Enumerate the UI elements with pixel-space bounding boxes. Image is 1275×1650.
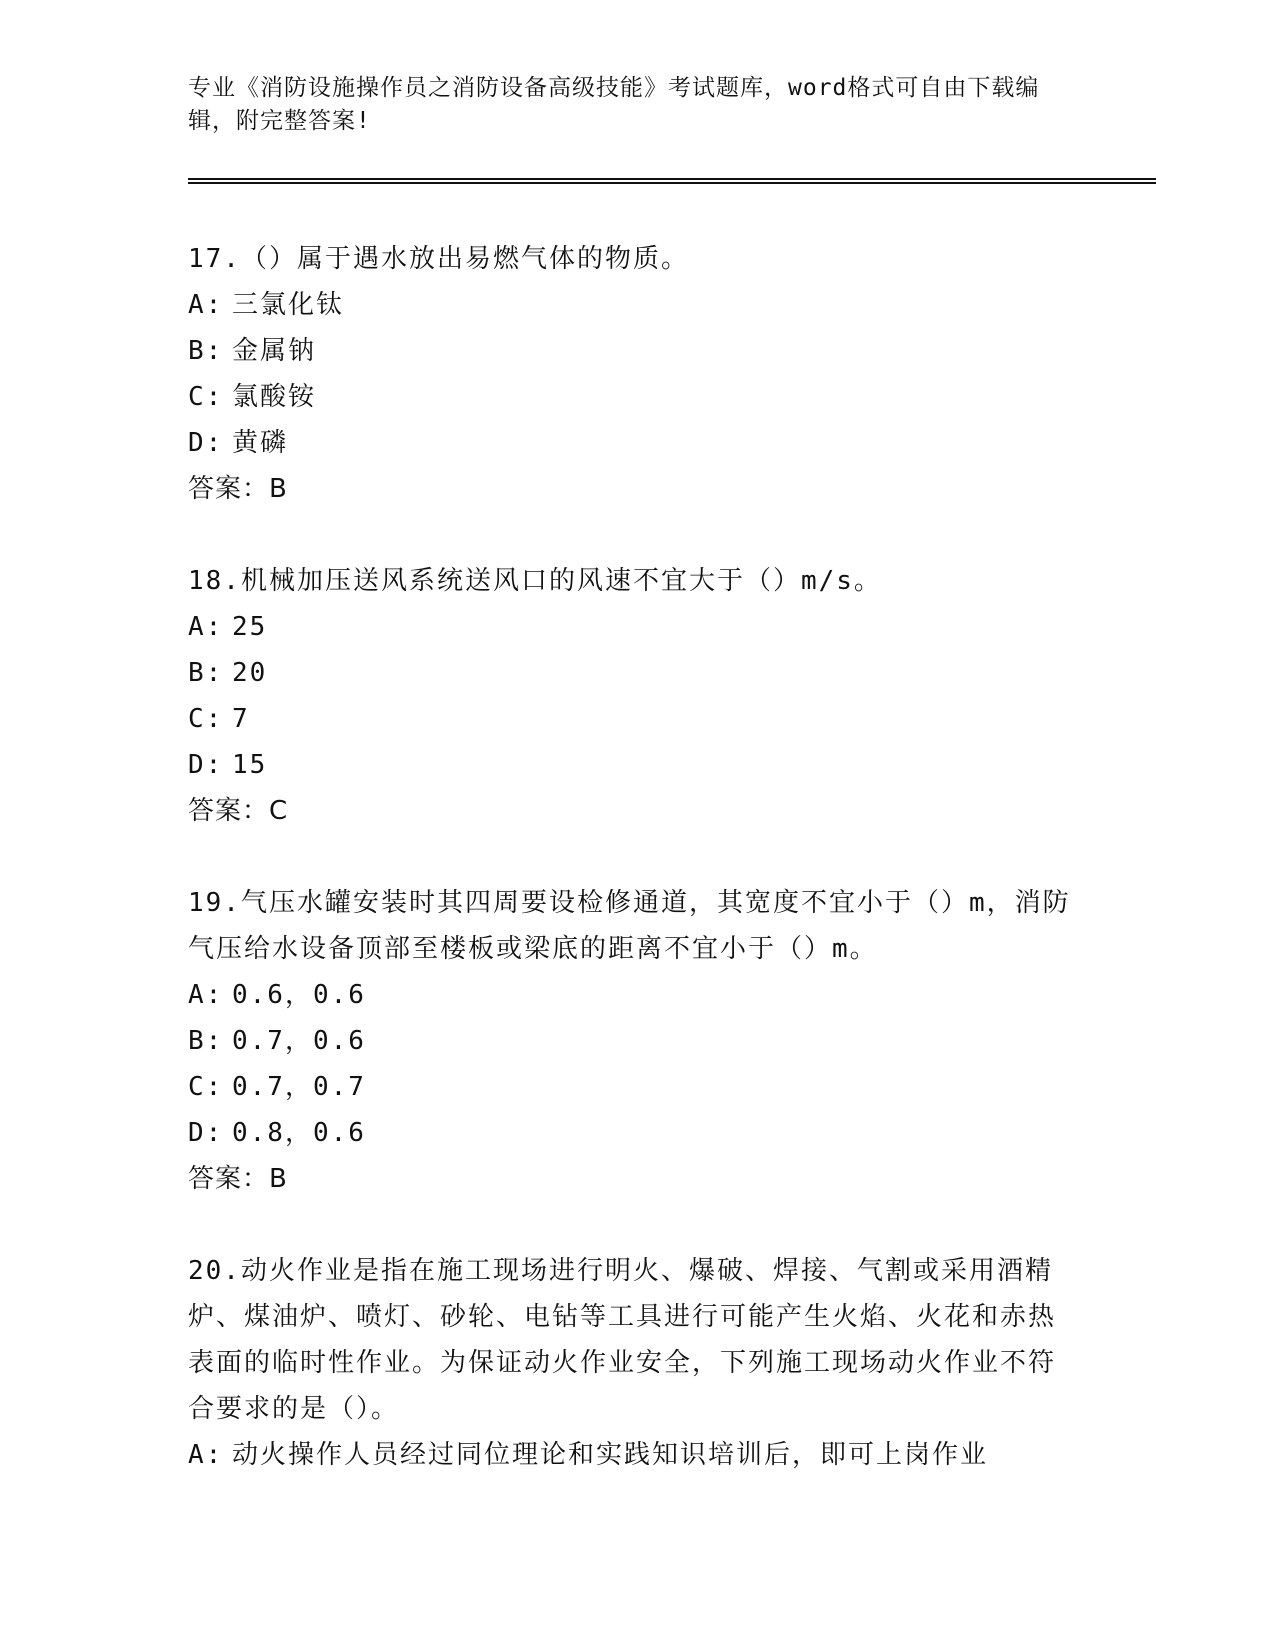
option-text: 15 bbox=[232, 750, 268, 780]
question-17 bbox=[188, 236, 1078, 512]
option-letter: C: bbox=[188, 382, 224, 412]
option-letter: A: bbox=[188, 1440, 224, 1470]
option-letter: C: bbox=[188, 704, 224, 734]
option-text: 0.7，0.6 bbox=[232, 1026, 366, 1056]
option-letter: B: bbox=[188, 658, 224, 688]
option-letter: A: bbox=[188, 980, 224, 1010]
answer-line: 答案：B bbox=[188, 1164, 288, 1194]
option-a bbox=[188, 282, 1078, 328]
option-text: 三氯化钛 bbox=[232, 290, 345, 320]
option-letter: D: bbox=[188, 428, 224, 458]
option-letter: C: bbox=[188, 1072, 224, 1102]
option-text: 0.8，0.6 bbox=[232, 1118, 366, 1148]
option-c bbox=[188, 696, 1078, 742]
option-a bbox=[188, 1432, 1078, 1478]
option-b bbox=[188, 328, 1078, 374]
option-d bbox=[188, 420, 1078, 466]
option-letter: D: bbox=[188, 1118, 224, 1148]
option-d bbox=[188, 742, 1078, 788]
option-text: 0.6，0.6 bbox=[232, 980, 366, 1010]
option-text: 黄磷 bbox=[232, 428, 289, 458]
answer-line: 答案：B bbox=[188, 474, 288, 504]
question-stem: 19.气压水罐安装时其四周要设检修通道，其宽度不宜小于（）m，消防气压给水设备顶部至楼板或梁底的距离不宜小于（）m。 bbox=[188, 888, 1071, 964]
question-20 bbox=[188, 1248, 1078, 1478]
option-text: 0.7，0.7 bbox=[232, 1072, 366, 1102]
option-text: 金属钠 bbox=[232, 336, 317, 366]
option-text: 25 bbox=[232, 612, 268, 642]
question-stem: 18.机械加压送风系统送风口的风速不宜大于（）m/s。 bbox=[188, 566, 882, 596]
option-d bbox=[188, 1110, 1078, 1156]
option-b bbox=[188, 650, 1078, 696]
answer-line: 答案：C bbox=[188, 796, 289, 826]
option-letter: A: bbox=[188, 612, 224, 642]
option-letter: B: bbox=[188, 1026, 224, 1056]
option-c bbox=[188, 1064, 1078, 1110]
question-stem: 17.（）属于遇水放出易燃气体的物质。 bbox=[188, 244, 689, 274]
option-text: 动火操作人员经过同位理论和实践知识培训后，即可上岗作业 bbox=[232, 1440, 989, 1470]
option-text: 7 bbox=[232, 704, 250, 734]
option-b bbox=[188, 1018, 1078, 1064]
header-divider-bottom bbox=[188, 182, 1156, 184]
question-list bbox=[188, 236, 1078, 1478]
option-letter: D: bbox=[188, 750, 224, 780]
option-a bbox=[188, 604, 1078, 650]
option-a bbox=[188, 972, 1078, 1018]
option-letter: B: bbox=[188, 336, 224, 366]
question-18 bbox=[188, 558, 1078, 834]
question-stem: 20.动火作业是指在施工现场进行明火、爆破、焊接、气割或采用酒精炉、煤油炉、喷灯、砂轮、电钻等工具进行可能产生火焰、火花和赤热表面的临时性作业。为保证动火作业安全，下列施工现场动火作业不符合要求的是（）。 bbox=[188, 1256, 1057, 1424]
option-text: 氯酸铵 bbox=[232, 382, 317, 412]
option-letter: A: bbox=[188, 290, 224, 320]
question-19 bbox=[188, 880, 1078, 1202]
option-c bbox=[188, 374, 1078, 420]
option-text: 20 bbox=[232, 658, 268, 688]
header-divider-top bbox=[188, 178, 1156, 180]
document-header: 专业《消防设施操作员之消防设备高级技能》考试题库，word格式可自由下载编辑，附完整答案! bbox=[188, 75, 1040, 134]
